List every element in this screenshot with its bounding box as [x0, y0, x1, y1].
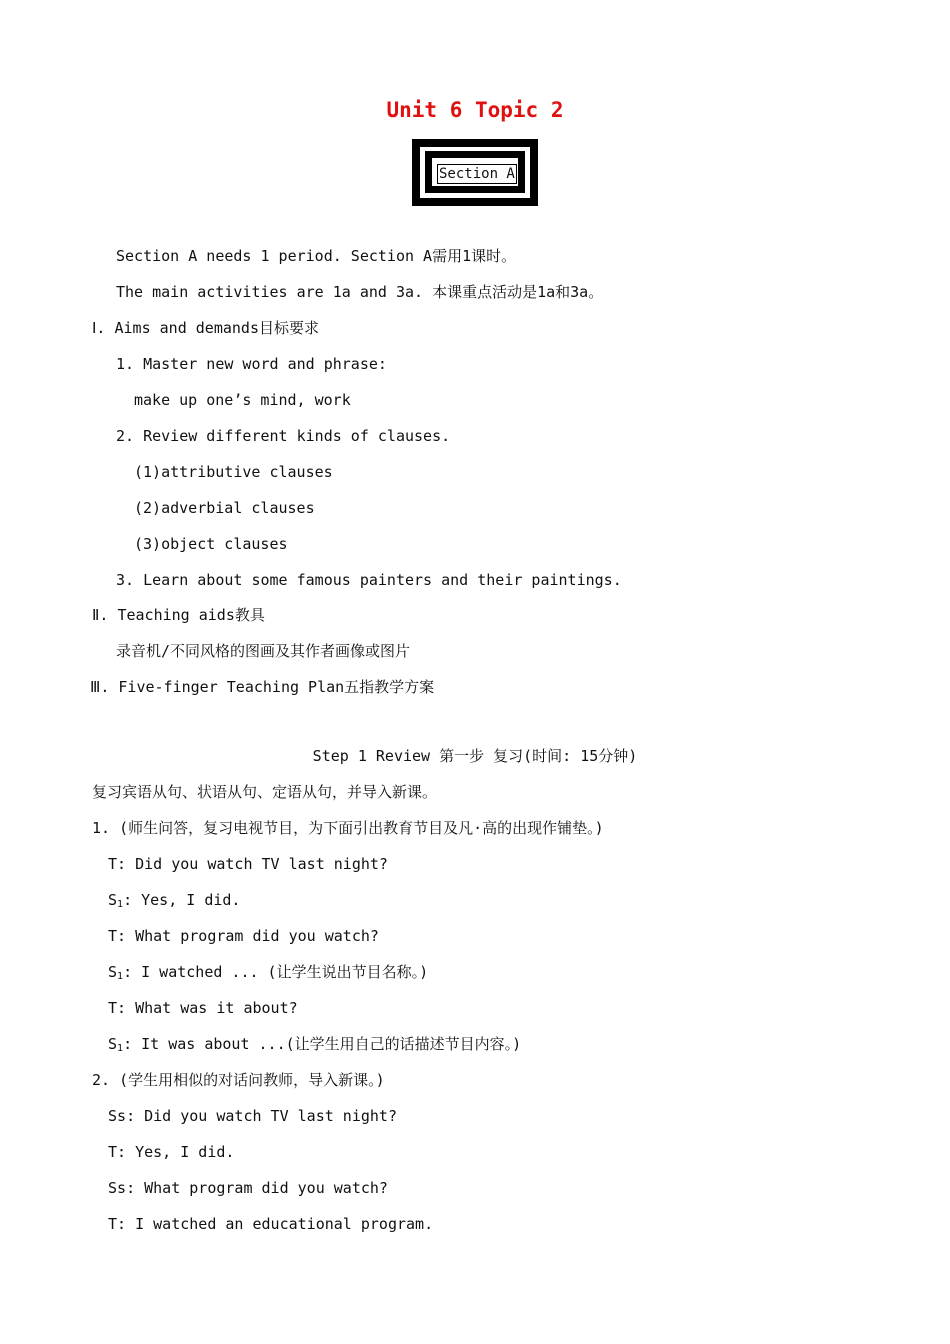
dialog-line [108, 1178, 388, 1198]
dialog-line [108, 1106, 397, 1126]
dialog-line [108, 1142, 234, 1162]
clause-item: (3)object clauses [134, 535, 288, 553]
step1-note-1: 1. (师生问答，复习电视节目，为下面引出教育节目及凡·高的出现作铺垫。) [92, 819, 604, 837]
page-title: Unit 6 Topic 2 [386, 98, 564, 122]
teaching-aids-heading: Ⅱ. Teaching aids教具 [92, 606, 265, 624]
aim-item-1: 1. Master new word and phrase: [116, 355, 387, 373]
speaker: T [108, 1143, 118, 1161]
teaching-aids-text: 录音机/不同风格的图画及其作者画像或图片 [116, 642, 411, 660]
speaker: Ss [108, 1179, 127, 1197]
utterance: : What was it about? [117, 999, 298, 1017]
dialog-line [108, 890, 240, 915]
speaker: S [108, 891, 118, 909]
step1-note-2: 2. (学生用相似的对话问教师，导入新课。) [92, 1071, 385, 1089]
speaker: T [108, 999, 118, 1017]
aims-heading: Ⅰ. Aims and demands目标要求 [92, 319, 319, 337]
speaker: T [108, 1215, 118, 1233]
utterance: : Did you watch TV last night? [126, 1107, 397, 1125]
step1-intro: 复习宾语从句、状语从句、定语从句，并导入新课。 [92, 783, 438, 801]
utterance: : Did you watch TV last night? [117, 855, 388, 873]
clause-item: (1)attributive clauses [134, 463, 333, 481]
utterance: : I watched ... (让学生说出节目名称。) [123, 963, 429, 981]
speaker-sub: 1 [117, 971, 124, 982]
intro-line-2: The main activities are 1a and 3a. 本课重点活动是1a和3a。 [116, 283, 604, 301]
dialog-line [108, 1214, 433, 1234]
utterance: : Yes, I did. [123, 891, 241, 909]
teaching-plan-heading: Ⅲ. Five-finger Teaching Plan五指教学方案 [90, 678, 435, 696]
speaker: Ss [108, 1107, 127, 1125]
utterance: : It was about ...(让学生用自己的话描述节目内容。) [123, 1035, 522, 1053]
dialog-line [108, 998, 298, 1023]
section-label: Section A [439, 166, 515, 182]
intro-line-1: Section A needs 1 period. Section A需用1课时。 [116, 247, 517, 265]
speaker: S [108, 963, 118, 981]
utterance: : What program did you watch? [126, 1179, 388, 1197]
clause-item: (2)adverbial clauses [134, 499, 315, 517]
speaker-sub: 1 [117, 1043, 124, 1054]
speaker: T [108, 855, 118, 873]
speaker-sub: 1 [117, 899, 124, 910]
utterance: : I watched an educational program. [117, 1215, 434, 1233]
utterance: : Yes, I did. [117, 1143, 235, 1161]
dialog-line [108, 1034, 521, 1059]
aim-item-1-detail: make up one’s mind, work [134, 391, 351, 409]
speaker: T [108, 927, 118, 945]
utterance: : What program did you watch? [117, 927, 379, 945]
dialog-line [108, 854, 388, 879]
aim-item-2: 2. Review different kinds of clauses. [116, 427, 451, 445]
step1-heading: Step 1 Review 第一步 复习(时间: 15分钟) [312, 747, 638, 765]
speaker: S [108, 1035, 118, 1053]
dialog-line [108, 962, 428, 987]
aim-item-3: 3. Learn about some famous painters and their paintings. [116, 571, 622, 589]
dialog-line [108, 926, 379, 951]
